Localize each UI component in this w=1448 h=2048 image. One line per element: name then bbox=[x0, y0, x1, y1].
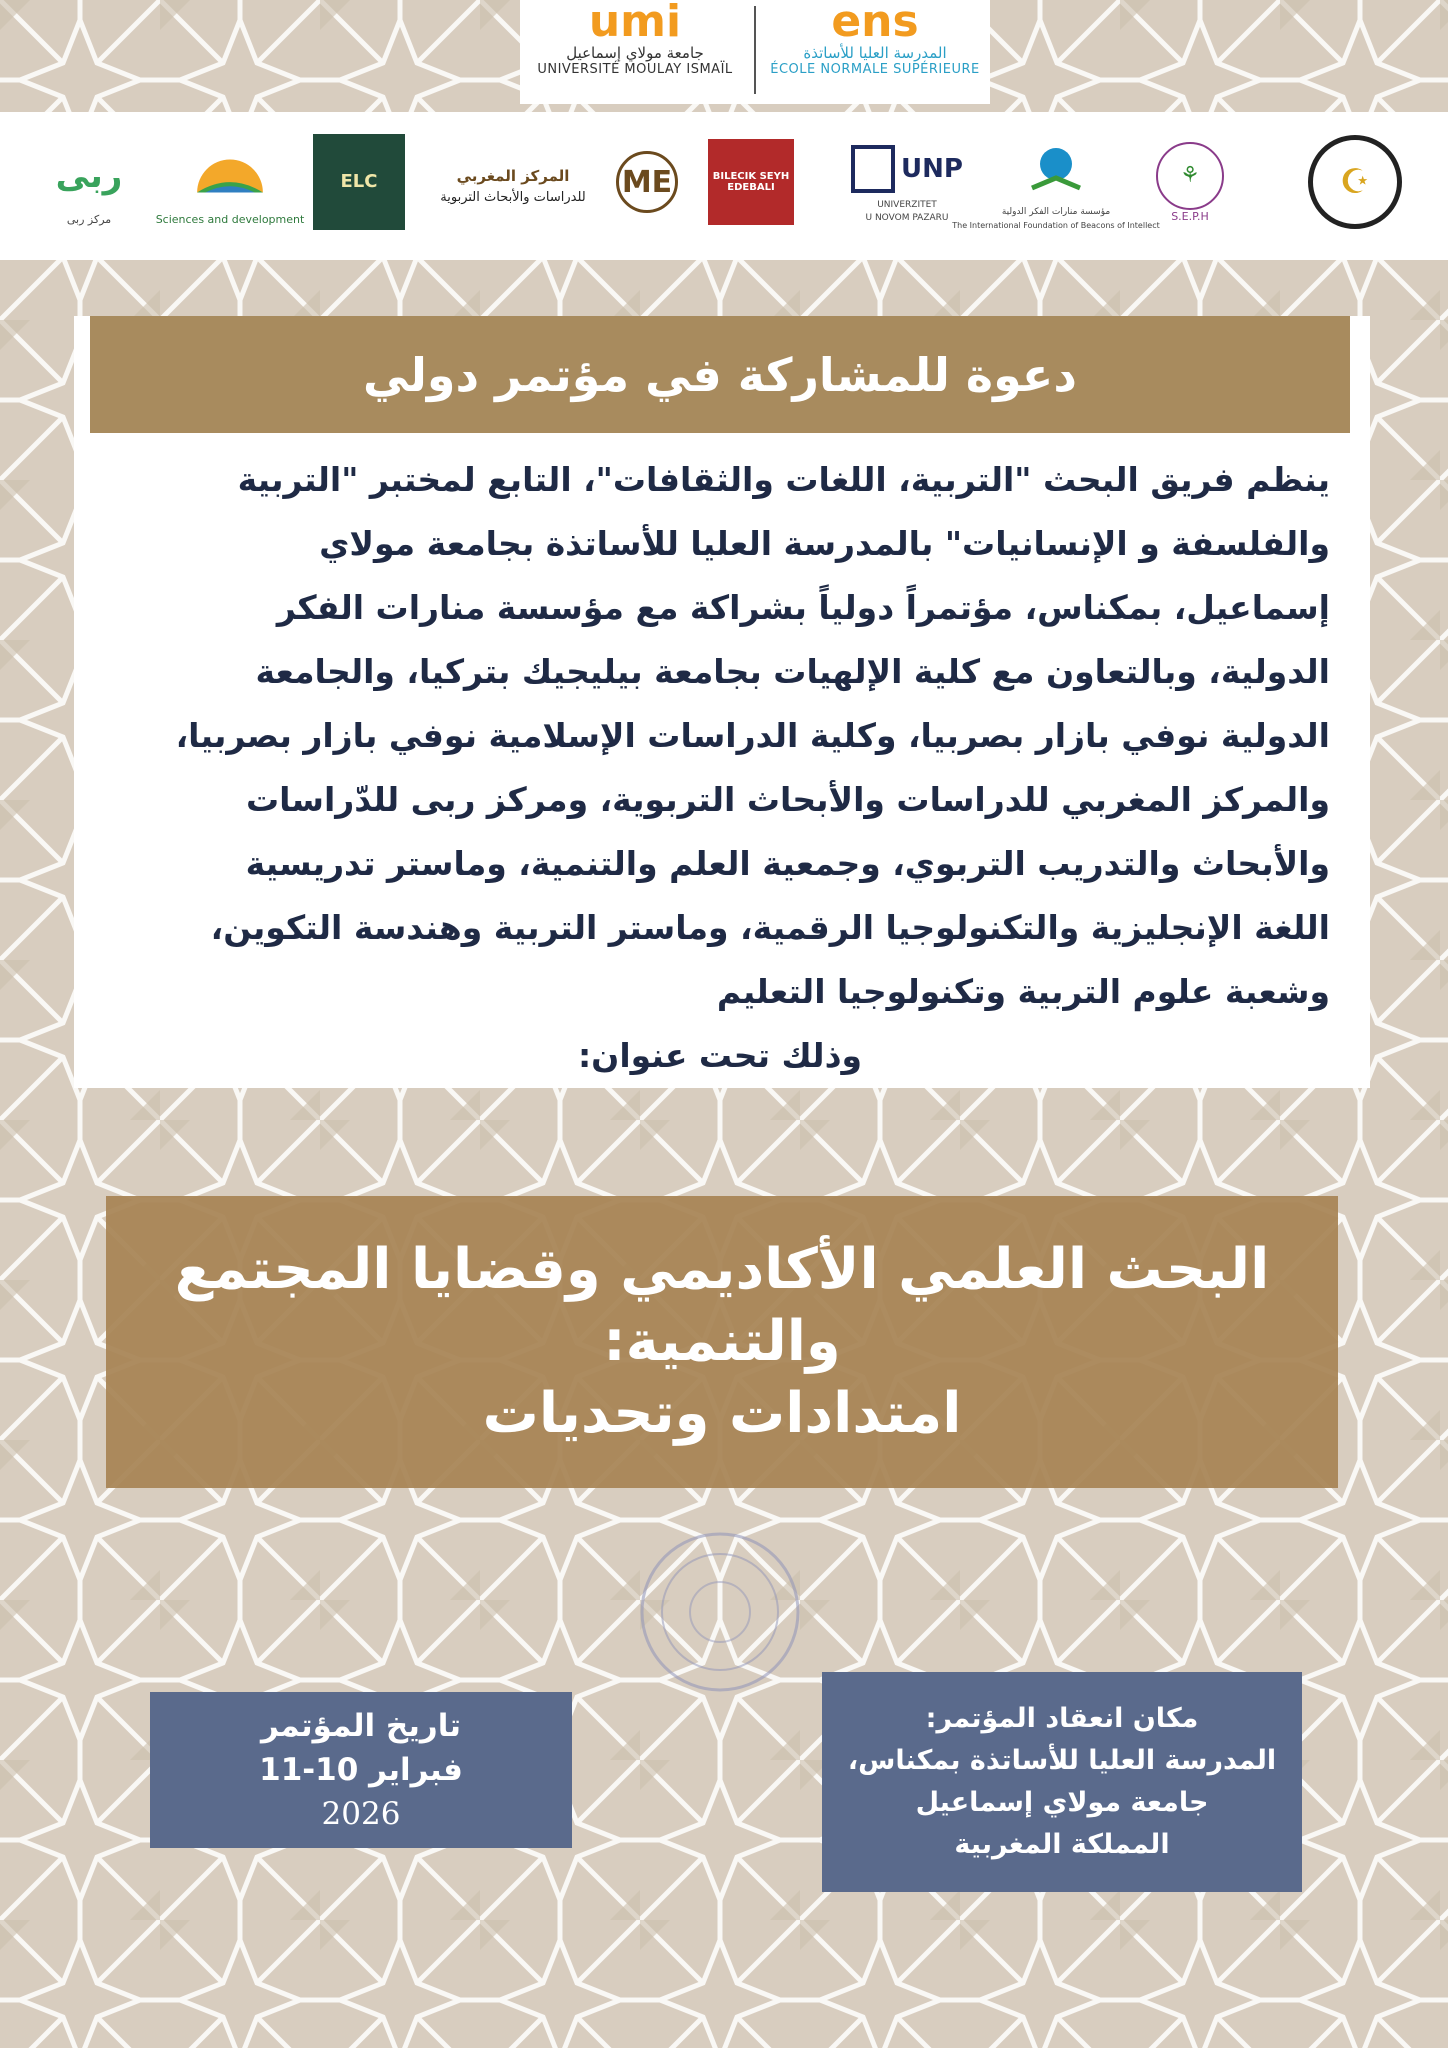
umi-logo bbox=[520, 0, 750, 104]
partner-logo-bilecik: BILECIK SEYH EDEBALI bbox=[706, 132, 796, 232]
topic-line: والتنمية: bbox=[603, 1309, 841, 1374]
date-label: تاريخ المؤتمر bbox=[260, 1708, 462, 1744]
invitation-body bbox=[110, 448, 1330, 1088]
conference-venue-box bbox=[822, 1672, 1302, 1892]
ens-arabic-name: المدرسة العليا للأساتذة bbox=[803, 44, 947, 62]
partner-logo-moroccan-center: المركز المغربي للدراسات والأبحاث التربوية bbox=[440, 166, 586, 205]
partner-logos-strip bbox=[0, 112, 1448, 260]
conference-topic-box bbox=[106, 1196, 1338, 1488]
body-line: ينظم فريق البحث "التربية، اللغات والثقافات"، التابع لمختبر "التربية bbox=[237, 460, 1330, 499]
body-line: وشعبة علوم التربية وتكنولوجيا التعليم bbox=[716, 972, 1330, 1011]
globe-book-icon bbox=[1019, 132, 1093, 206]
umi-logo-mark: umi bbox=[588, 0, 682, 47]
body-line: الدولية نوفي بازار بصربيا، وكلية الدراسات الإسلامية نوفي بازار بصربيا، bbox=[175, 716, 1330, 755]
partner-logo-elc: ELC bbox=[312, 132, 406, 232]
topic-line: امتدادات وتحديات bbox=[482, 1381, 962, 1446]
partner-logo-me: ME bbox=[612, 132, 682, 232]
body-line: إسماعيل، بمكناس، مؤتمراً دولياً بشراكة مع مؤسسة منارات الفكر bbox=[276, 588, 1330, 627]
sun-icon bbox=[193, 139, 267, 213]
ens-logo-mark: ens bbox=[831, 0, 919, 47]
body-line: اللغة الإنجليزية والتكنولوجيا الرقمية، وماستر التربية وهندسة التكوين، bbox=[210, 908, 1330, 947]
venue-line: المملكة المغربية bbox=[954, 1829, 1170, 1860]
venue-line: المدرسة العليا للأساتذة بمكناس، bbox=[847, 1745, 1277, 1776]
official-seal bbox=[636, 1528, 804, 1696]
body-line: والفلسفة و الإنسانيات" بالمدرسة العليا للأساتذة بجامعة مولاي bbox=[319, 524, 1330, 563]
body-line: الدولية، وبالتعاون مع كلية الإلهيات بجامعة بيليجيك بتركيا، والجامعة bbox=[255, 652, 1330, 691]
invitation-title-bar bbox=[90, 316, 1350, 433]
umi-latin-name: UNIVERSITÉ MOULAY ISMAÏL bbox=[537, 62, 733, 77]
partner-logo-islamic-studies bbox=[1300, 132, 1410, 232]
ens-logo bbox=[760, 0, 990, 104]
partner-logo-sciences-development: Sciences and development bbox=[160, 132, 300, 232]
body-line: والأبحاث والتدريب التربوي، وجمعية العلم والتنمية، وماستر تدريسية bbox=[245, 844, 1330, 883]
ens-latin-name: ÉCOLE NORMALE SUPÉRIEURE bbox=[770, 62, 980, 77]
logo-divider bbox=[754, 6, 756, 94]
partner-logo-seph: ⚘ S.E.P.H bbox=[1150, 132, 1230, 232]
date-year: 2026 bbox=[321, 1796, 401, 1832]
body-tail: وذلك تحت عنوان: bbox=[577, 1036, 863, 1075]
conference-date-box bbox=[150, 1692, 572, 1848]
partner-logo-unp: UNP UNIVERZITET U NOVOM PAZARU bbox=[848, 132, 966, 232]
topic-line: البحث العلمي الأكاديمي وقضايا المجتمع bbox=[174, 1237, 1270, 1302]
university-logos bbox=[520, 0, 990, 104]
body-line: والمركز المغربي للدراسات والأبحاث التربوية، ومركز ربى للدّراسات bbox=[245, 780, 1330, 819]
date-days: فبراير 10-11 bbox=[259, 1752, 463, 1788]
invitation-title: دعوة للمشاركة في مؤتمر دولي bbox=[363, 347, 1077, 402]
crescent-icon: ☪ bbox=[1308, 135, 1402, 229]
venue-label: مكان انعقاد المؤتمر: bbox=[925, 1703, 1199, 1734]
venue-line: جامعة مولاي إسماعيل bbox=[915, 1787, 1209, 1818]
partner-logo-manarat: مؤسسة منارات الفكر الدولية The International Foundation of Beacons of Intellect bbox=[996, 132, 1116, 232]
partner-logo-roba: ربى مركز ربى bbox=[55, 155, 123, 226]
umi-arabic-name: جامعة مولاي إسماعيل bbox=[566, 44, 704, 62]
